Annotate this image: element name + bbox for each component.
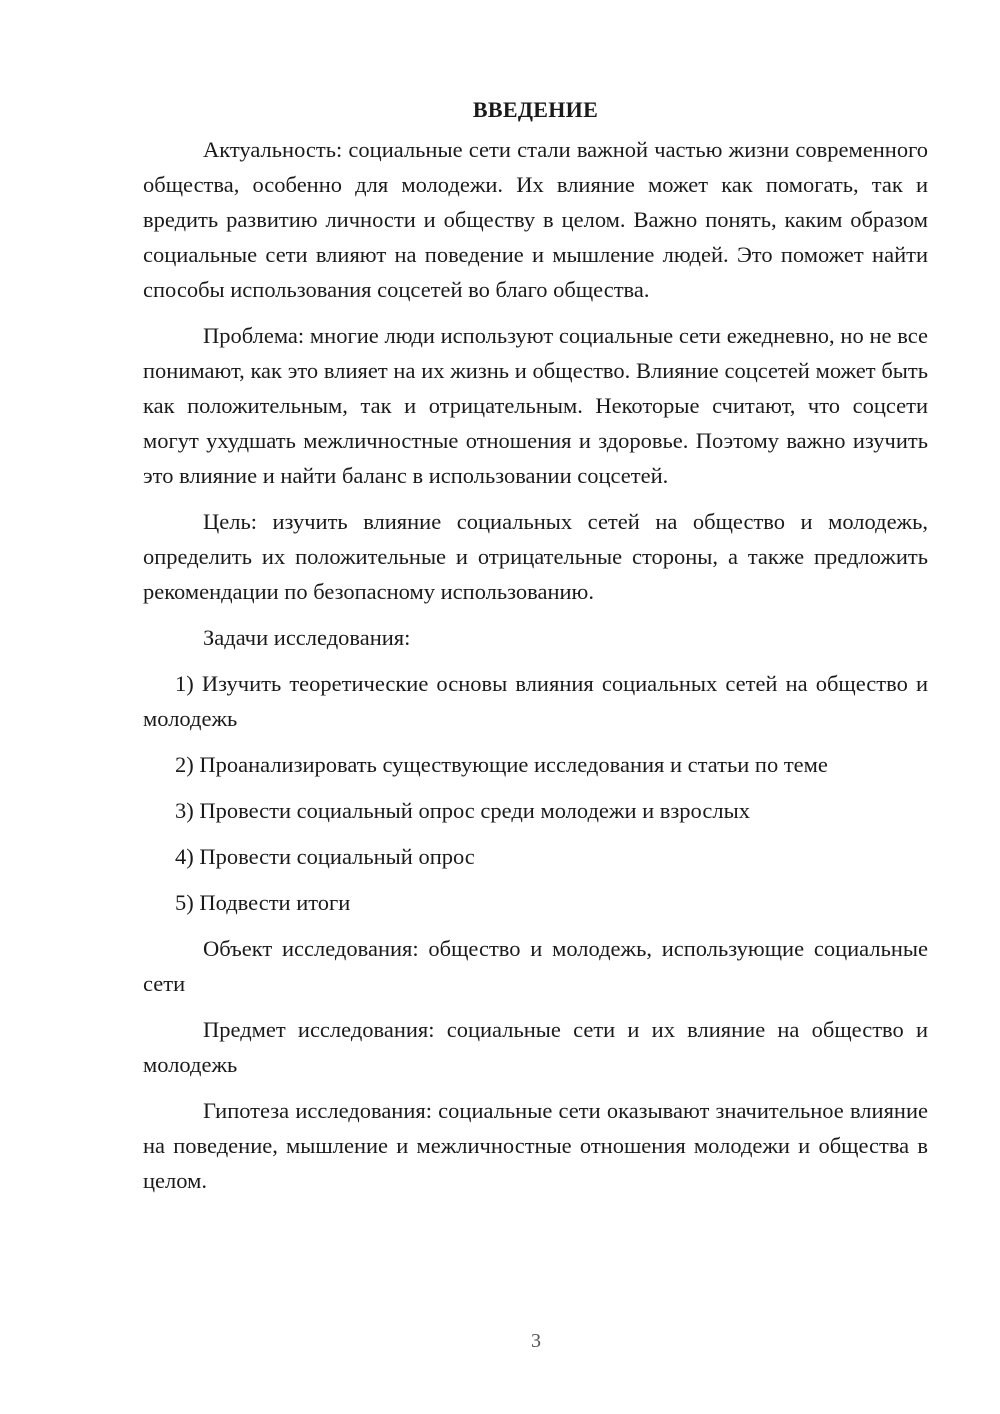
task-item: 4) Провести социальный опрос (175, 844, 475, 869)
page-number: 3 (531, 1330, 541, 1352)
task-item: 3) Провести социальный опрос среди молодежи и взрослых (175, 798, 750, 823)
paragraph-problem: Проблема: многие люди используют социальные сети ежедневно, но не все понимают, как это влияет на их жизнь и общество. Влияние соцсетей может быть как положительным, так и отрицательным. Некоторые считают, что соцсети могут ухудшать межличностные отношения и здоровье. Поэтому важно изучить это влияние и найти баланс в использовании соцсетей. (143, 323, 928, 488)
task-item: 2) Проанализировать существующие исследования и статьи по теме (175, 752, 828, 777)
page-title: ВВЕДЕНИЕ (472, 97, 599, 122)
task-item: 5) Подвести итоги (175, 890, 351, 915)
tasks-heading: Задачи исследования: (203, 625, 411, 650)
task-item: 1) Изучить теоретические основы влияния социальных сетей на общество и молодежь (143, 671, 928, 731)
paragraph-relevance: Актуальность: социальные сети стали важной частью жизни современного общества, особенно для молодежи. Их влияние может как помогать, так и вредить развитию личности и обществу в целом. Важно понять, каким образом социальные сети влияют на поведение и мышление людей. Это поможет найти способы использования соцсетей во благо общества. (143, 137, 928, 302)
paragraph-goal: Цель: изучить влияние социальных сетей на общество и молодежь, определить их положительные и отрицательные стороны, а также предложить рекомендации по безопасному использованию. (143, 509, 928, 604)
paragraph-hypothesis: Гипотеза исследования: социальные сети оказывают значительное влияние на поведение, мышление и межличностные отношения молодежи и общества в целом. (143, 1098, 928, 1193)
paragraph-object: Объект исследования: общество и молодежь, использующие социальные сети (143, 936, 928, 996)
paragraph-subject: Предмет исследования: социальные сети и их влияние на общество и молодежь (143, 1017, 928, 1077)
document-page (143, 92, 928, 1209)
